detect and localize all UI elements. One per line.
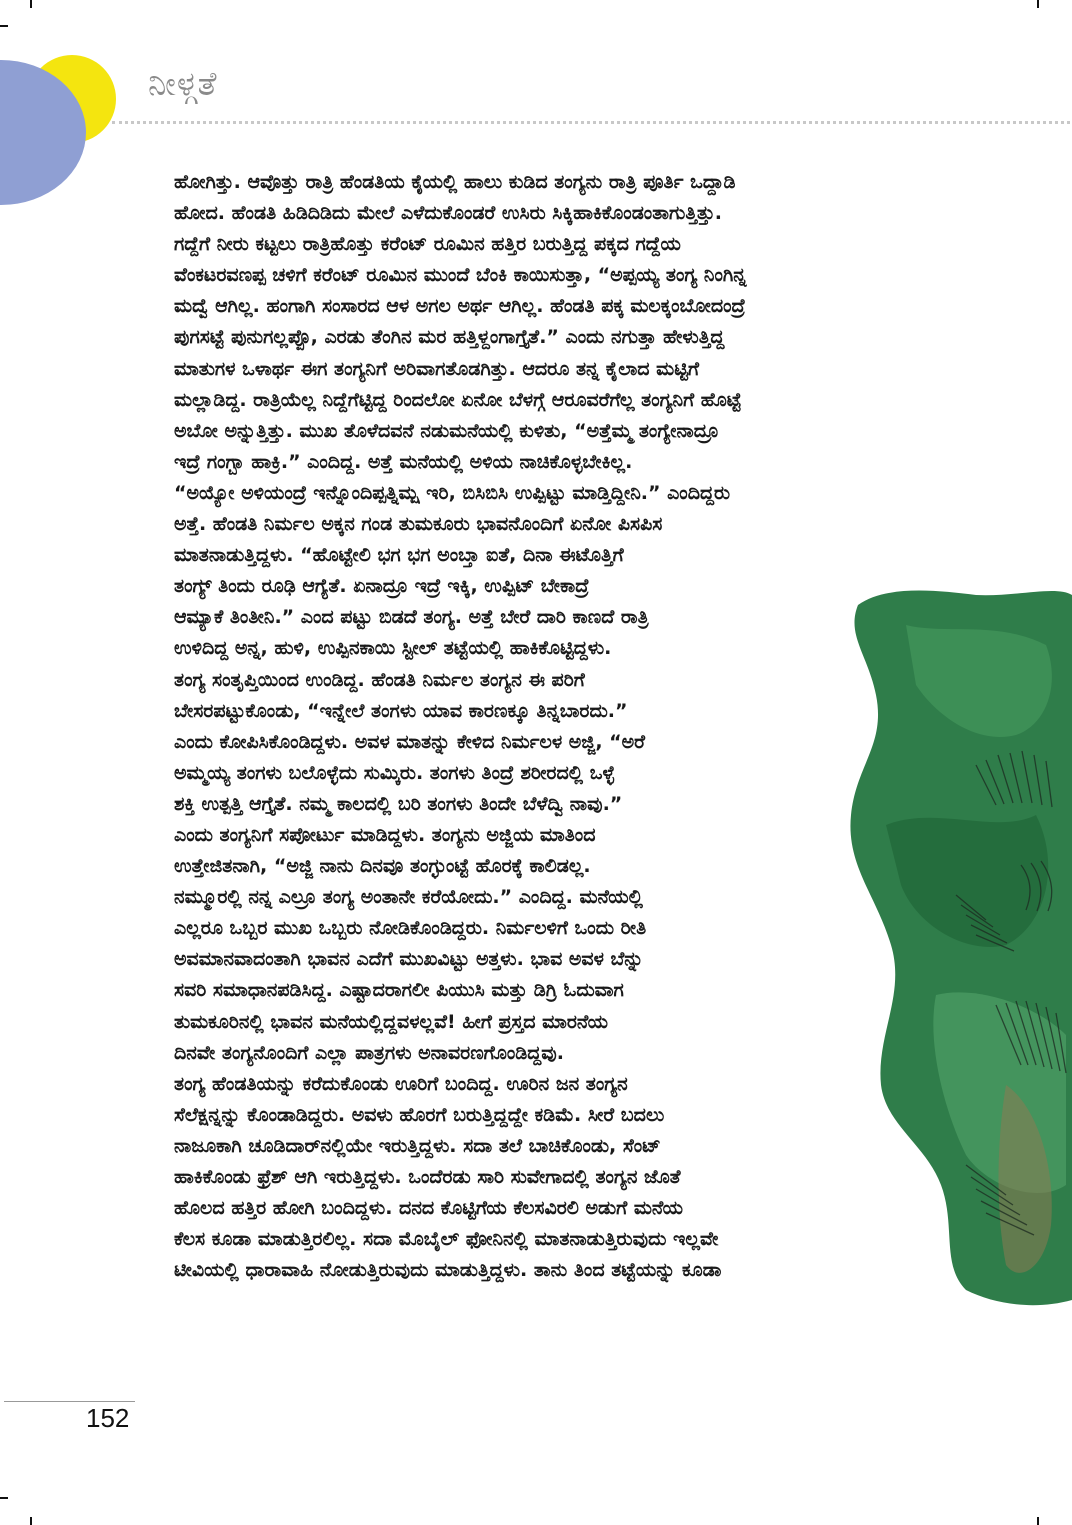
text-line: ಎಂದು ತಂಗ್ಯನಿಗೆ ಸಪೋರ್ಟು ಮಾಡಿದ್ದಳು. ತಂಗ್ಯನು ಅಜ್ಜಿಯ ಮಾತಿಂದ xyxy=(174,823,596,846)
text-line: ಅಬೋ ಅನ್ನುತ್ತಿತ್ತು. ಮುಖ ತೊಳೆದವನೆ ನಡುಮನೆಯಲ್ಲಿ ಕುಳಿತು, “ಅತ್ತೆಮ್ಮ ತಂಗ್ಯೇನಾದ್ರೂ xyxy=(174,419,719,442)
text-line: ಮಾತನಾಡುತ್ತಿದ್ದಳು. “ಹೊಟ್ಟೇಲಿ ಭಗ ಭಗ ಅಂಬ್ತಾ ಐತೆ, ದಿನಾ ಈಟೊತ್ತಿಗೆ xyxy=(174,544,624,567)
text-line: ಅವಮಾನವಾದಂತಾಗಿ ಭಾವನ ಎದೆಗೆ ಮುಖವಿಟ್ಟು ಅತ್ತಳು. ಭಾವ ಅವಳ ಬೆನ್ನು xyxy=(174,948,644,971)
page-number: 152 xyxy=(86,1403,130,1433)
text-line: ತಂಗ್ಯ ಹೆಂಡತಿಯನ್ನು ಕರೆದುಕೊಂಡು ಊರಿಗೆ ಬಂದಿದ್ದ. ಊರಿನ ಜನ ತಂಗ್ಯನ xyxy=(174,1072,628,1095)
text-line: ಪುಗಸಟ್ಟೆ ಪುನುಗಲ್ಲಪ್ಪೊ, ಎರಡು ತೆಂಗಿನ ಮರ ಹತ್ತಿಳ್ದಂಗಾಗ್ತೈತೆ.” ಎಂದು ನಗುತ್ತಾ ಹೇಳುತ್ತಿದ್ದ xyxy=(174,326,725,349)
text-line: ಸವರಿ ಸಮಾಧಾನಪಡಿಸಿದ್ದ. ಎಷ್ಟಾದರಾಗಲೀ ಪಿಯುಸಿ ಮತ್ತು ಡಿಗ್ರಿ ಓದುವಾಗ xyxy=(174,979,624,1002)
text-line: ತಂಗ್ಯ ಸಂತೃಪ್ತಿಯಿಂದ ಉಂಡಿದ್ದ. ಹೆಂಡತಿ ನಿರ್ಮಲ ತಂಗ್ಯನ ಈ ಪರಿಗೆ xyxy=(174,668,585,691)
crop-mark-top-right xyxy=(1037,0,1039,8)
text-line: ಬೇಸರಪಟ್ಟುಕೊಂಡು, “ಇನ್ನೇಲೆ ತಂಗಳು ಯಾವ ಕಾರಣಕ್ಕೂ ತಿನ್ನಬಾರದು.” xyxy=(174,699,628,722)
crop-mark-left-lower xyxy=(0,1497,8,1499)
text-line: ಇದ್ರೆ ಗಂಗ್ಬಾ ಹಾಕ್ರಿ.” ಎಂದಿದ್ದ. ಅತ್ತೆ ಮನೆಯಲ್ಲಿ ಅಳಿಯ ನಾಚಿಕೊಳ್ಳಬೇಕಿಲ್ಲ. xyxy=(174,450,633,473)
text-line: ಹಾಕಿಕೊಂಡು ಫ್ರೆಶ್ ಆಗಿ ಇರುತ್ತಿದ್ದಳು. ಒಂದೆರಡು ಸಾರಿ ಸುವೇಗಾದಲ್ಲಿ ತಂಗ್ಯನ ಜೊತೆ xyxy=(174,1166,681,1188)
text-line: ಕೆಲಸ ಕೂಡಾ ಮಾಡುತ್ತಿರಲಿಲ್ಲ. ಸದಾ ಮೊಬೈಲ್ ಫೋನಿನಲ್ಲಿ ಮಾತನಾಡುತ್ತಿರುವುದು ಇಲ್ಲವೇ xyxy=(174,1228,719,1251)
text-line: ಮದ್ವೆ ಆಗಿಲ್ಲ. ಹಂಗಾಗಿ ಸಂಸಾರದ ಆಳ ಅಗಲ ಅರ್ಥ ಆಗಿಲ್ಲ. ಹೆಂಡತಿ ಪಕ್ಕ ಮಲಕ್ಕಂಬೋದಂದ್ರೆ xyxy=(174,295,746,318)
text-line: ನಾಜೂಕಾಗಿ ಚೂಡಿದಾರ್‌ನಲ್ಲಿಯೇ ಇರುತ್ತಿದ್ದಳು. ಸದಾ ತಲೆ ಬಾಚಿಕೊಂಡು, ಸೆಂಟ್ xyxy=(174,1134,661,1157)
text-line: ಉತ್ತೇಜಿತನಾಗಿ, “ಅಜ್ಜಿ ನಾನು ದಿನವೂ ತಂಗ್ಳುಂಟ್ಟೆ ಹೊರಕ್ಕೆ ಕಾಲಿಡಲ್ಲ. xyxy=(174,855,591,878)
text-line: “ಅಯ್ಯೋ ಅಳಿಯಂದ್ರೆ ಇನ್ನೊಂದಿಪ್ಪತ್ನಿಮ್ಷ ಇರಿ, ಬಿಸಿಬಿಸಿ ಉಪ್ಪಿಟ್ಟು ಮಾಡ್ತಿದ್ದೀನಿ.” ಎಂದಿದ್ದರು xyxy=(174,481,731,504)
text-line: ಆಮ್ಯಾಕೆ ತಿಂತೀನಿ.” ಎಂದ ಪಟ್ಟು ಬಿಡದೆ ತಂಗ್ಯ. ಅತ್ತೆ ಬೇರೆ ದಾರಿ ಕಾಣದೆ ರಾತ್ರಿ xyxy=(174,606,649,629)
text-line: ಮಾತುಗಳ ಒಳಾರ್ಥ ಈಗ ತಂಗ್ಯನಿಗೆ ಅರಿವಾಗತೊಡಗಿತ್ತು. ಆದರೂ ತನ್ನ ಕೈಲಾದ ಮಟ್ಟಿಗೆ xyxy=(174,357,700,380)
text-line: ಉಳಿದಿದ್ದ ಅನ್ನ, ಹುಳಿ, ಉಪ್ಪಿನಕಾಯಿ ಸ್ಟೀಲ್ ತಟ್ಟೆಯಲ್ಲಿ ಹಾಕಿಕೊಟ್ಟಿದ್ದಳು. xyxy=(174,637,612,660)
text-line: ಟೀವಿಯಲ್ಲಿ ಧಾರಾವಾಹಿ ನೋಡುತ್ತಿರುವುದು ಮಾಡುತ್ತಿದ್ದಳು. ತಾನು ತಿಂದ ತಟ್ಟೆಯನ್ನು ಕೂಡಾ xyxy=(174,1259,722,1282)
text-line: ದಿನವೇ ತಂಗ್ಯನೊಂದಿಗೆ ಎಲ್ಲಾ ಪಾತ್ರಗಳು ಅನಾವರಣಗೊಂಡಿದ್ದವು. xyxy=(174,1041,564,1064)
crop-mark-top-left xyxy=(30,0,32,8)
text-line: ಸೆಲೆಕ್ಷನ್ನನ್ನು ಕೊಂಡಾಡಿದ್ದರು. ಅವಳು ಹೊರಗೆ ಬರುತ್ತಿದ್ದದ್ದೇ ಕಡಿಮೆ. ಸೀರೆ ಬದಲು xyxy=(174,1103,665,1126)
text-line: ಹೋದ. ಹೆಂಡತಿ ಹಿಡಿದಿಡಿದು ಮೇಲೆ ಎಳೆದುಕೊಂಡರೆ ಉಸಿರು ಸಿಕ್ಕಿಹಾಕಿಕೊಂಡಂತಾಗುತ್ತಿತ್ತು. xyxy=(174,202,722,225)
text-line: ಹೊಲದ ಹತ್ತಿರ ಹೋಗಿ ಬಂದಿದ್ದಳು. ದನದ ಕೊಟ್ಟಿಗೆಯ ಕೆಲಸವಿರಲಿ ಅಡುಗೆ ಮನೆಯ xyxy=(174,1197,683,1220)
text-line: ತುಮಕೂರಿನಲ್ಲಿ ಭಾವನ ಮನೆಯಲ್ಲಿದ್ದವಳಲ್ಲವೆ! ಹೀಗೆ ಪ್ರಸ್ತದ ಮಾರನೆಯ xyxy=(174,1010,608,1033)
text-line: ಹೋಗಿತ್ತು. ಆವೊತ್ತು ರಾತ್ರಿ ಹೆಂಡತಿಯ ಕೈಯಲ್ಲಿ ಹಾಲು ಕುಡಿದ ತಂಗ್ಯನು ರಾತ್ರಿ ಪೂರ್ತಿ ಒದ್ದಾಡಿ xyxy=(174,171,736,193)
crop-mark-bottom-left xyxy=(30,1517,32,1525)
crop-mark-bottom-right xyxy=(1037,1517,1039,1525)
text-line: ಮಲ್ಲಾಡಿದ್ದ. ರಾತ್ರಿಯೆಲ್ಲ ನಿದ್ದೆಗೆಟ್ಟಿದ್ದ ರಿಂದಲೋ ಏನೋ ಬೆಳಗ್ಗೆ ಆರೂವರೆಗೆಲ್ಲ ತಂಗ್ಯನಿಗೆ ಹೊಟ್ಟೆ xyxy=(174,388,742,411)
header-dotted-rule xyxy=(112,121,1070,124)
text-line: ಎಂದು ಕೋಪಿಸಿಕೊಂಡಿದ್ದಳು. ಅವಳ ಮಾತನ್ನು ಕೇಳಿದ ನಿರ್ಮಲಳ ಅಜ್ಜಿ, “ಅರೆ xyxy=(174,730,645,753)
text-line: ತಂಗ್ಯ್ ತಿಂದು ರೂಢಿ ಆಗ್ಯೆತೆ. ಏನಾದ್ರೂ ಇದ್ರೆ ಇಕ್ಕಿ, ಉಪ್ಪಿಟ್ ಬೇಕಾದ್ರೆ xyxy=(174,575,590,598)
footer-rule xyxy=(4,1401,135,1402)
text-line: ಶಕ್ತಿ ಉತ್ಪತ್ತಿ ಆಗ್ತೈತೆ. ನಮ್ಮ ಕಾಲದಲ್ಲಿ ಬರಿ ತಂಗಳು ತಿಂದೇ ಬೆಳೆದ್ವಿ ನಾವು.” xyxy=(174,792,623,815)
crop-mark-left-upper xyxy=(0,25,8,27)
text-line: ಅಮ್ಮಯ್ಯ ತಂಗಳು ಬಲೊಳ್ಳೆದು ಸುಮ್ಕಿರು. ತಂಗಳು ತಿಂದ್ರೆ ಶರೀರದಲ್ಲಿ ಒಳ್ಳೆ xyxy=(174,761,615,784)
section-title: ನೀಳ್ಗತೆ xyxy=(148,64,218,103)
text-line: ಗದ್ದೆಗೆ ನೀರು ಕಟ್ಟಲು ರಾತ್ರಿಹೊತ್ತು ಕರೆಂಟ್ ರೂಮಿನ ಹತ್ತಿರ ಬರುತ್ತಿದ್ದ ಪಕ್ಕದ ಗದ್ದೆಯ xyxy=(174,233,681,256)
text-line: ಅತ್ತೆ. ಹೆಂಡತಿ ನಿರ್ಮಲ ಅಕ್ಕನ ಗಂಡ ತುಮಕೂರು ಭಾವನೊಂದಿಗೆ ಏನೋ ಪಿಸಪಿಸ xyxy=(174,513,663,536)
body-text xyxy=(174,167,950,1286)
text-line: ಎಲ್ಲರೂ ಒಬ್ಬರ ಮುಖ ಒಬ್ಬರು ನೋಡಿಕೊಂಡಿದ್ದರು. ನಿರ್ಮಲಳಿಗೆ ಒಂದು ರೀತಿ xyxy=(174,917,647,940)
text-line: ವೆಂಕಟರವಣಪ್ಪ ಚಳಿಗೆ ಕರೆಂಟ್ ರೂಮಿನ ಮುಂದೆ ಬೆಂಕಿ ಕಾಯಿಸುತ್ತಾ, “ಅಪ್ಪಯ್ಯ ತಂಗ್ಯ ನಿಂಗಿನ್ನ xyxy=(174,264,747,287)
text-line: ನಮ್ಮೂರಲ್ಲಿ ನನ್ನ ಎಲ್ರೂ ತಂಗ್ಯ ಅಂತಾನೇ ಕರೆಯೋದು.” ಎಂದಿದ್ದ. ಮನೆಯಲ್ಲಿ xyxy=(174,886,643,909)
